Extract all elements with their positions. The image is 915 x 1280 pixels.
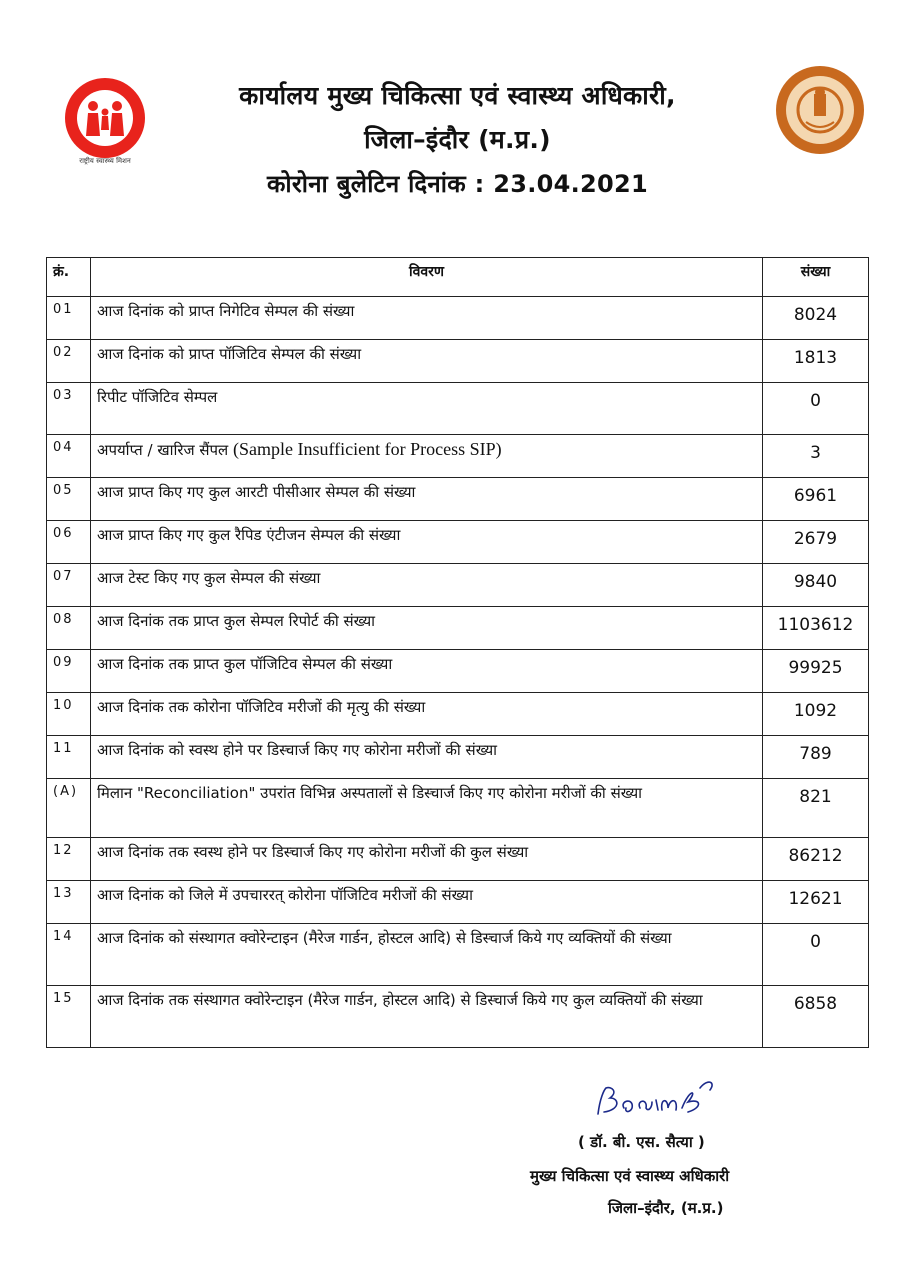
row-count: 2679 — [763, 521, 869, 564]
row-description: आज दिनांक तक प्राप्त कुल पॉजिटिव सेम्पल की संख्या — [91, 650, 763, 693]
row-sn: 07 — [47, 564, 91, 607]
officer-designation: मुख्य चिकित्सा एवं स्वास्थ्य अधिकारी — [530, 1167, 730, 1185]
letterhead — [0, 60, 915, 210]
table-row — [47, 924, 869, 986]
corona-bulletin-table — [46, 257, 869, 1048]
table-row — [47, 736, 869, 779]
row-count: 3 — [763, 435, 869, 478]
row-sn: 10 — [47, 693, 91, 736]
table-row — [47, 881, 869, 924]
row-sn: 06 — [47, 521, 91, 564]
row-count: 821 — [763, 779, 869, 838]
row-count: 1092 — [763, 693, 869, 736]
bulletin-date-title: कोरोना बुलेटिन दिनांक : 23.04.2021 — [266, 170, 649, 198]
table-row — [47, 340, 869, 383]
row-count: 9840 — [763, 564, 869, 607]
row-description: आज टेस्ट किए गए कुल सेम्पल की संख्या — [91, 564, 763, 607]
table-row — [47, 383, 869, 435]
row-description-english: (Sample Insufficient for Process SIP) — [233, 439, 502, 459]
table-row — [47, 693, 869, 736]
row-description: मिलान "Reconciliation" उपरांत विभिन्न अस्पतालों से डिस्चार्ज किए गए कोरोना मरीजों की संख्या — [91, 779, 763, 838]
row-count: 789 — [763, 736, 869, 779]
office-title — [165, 74, 750, 206]
row-count: 1813 — [763, 340, 869, 383]
row-sn: 03 — [47, 383, 91, 435]
table-header-row — [47, 258, 869, 297]
row-count: 6858 — [763, 986, 869, 1048]
row-description: आज दिनांक को प्राप्त पॉजिटिव सेम्पल की संख्या — [91, 340, 763, 383]
row-sn: 13 — [47, 881, 91, 924]
national-health-mission-logo — [55, 68, 160, 168]
row-sn: 14 — [47, 924, 91, 986]
row-sn: (A) — [47, 779, 91, 838]
row-sn: 08 — [47, 607, 91, 650]
table-row — [47, 478, 869, 521]
column-header-count: संख्या — [763, 258, 869, 297]
table-row — [47, 607, 869, 650]
row-description — [91, 435, 763, 478]
office-title-line-1: कार्यालय मुख्य चिकित्सा एवं स्वास्थ्य अधिकारी, — [239, 81, 676, 110]
row-count: 8024 — [763, 297, 869, 340]
table-row — [47, 986, 869, 1048]
row-description: आज दिनांक तक संस्थागत क्वोरेन्टाइन (मैरेज गार्डन, होस्टल आदि) से डिस्चार्ज किये गए कुल व्यक्तियों की संख्या — [91, 986, 763, 1048]
table-row — [47, 297, 869, 340]
row-description: आज दिनांक तक कोरोना पॉजिटिव मरीजों की मृत्यु की संख्या — [91, 693, 763, 736]
column-header-sn: क्रं. — [47, 258, 91, 297]
row-count: 6961 — [763, 478, 869, 521]
signature-block — [530, 1068, 815, 1228]
column-header-description: विवरण — [91, 258, 763, 297]
table-row — [47, 435, 869, 478]
row-description: आज दिनांक तक स्वस्थ होने पर डिस्चार्ज किए गए कोरोना मरीजों की कुल संख्या — [91, 838, 763, 881]
row-sn: 01 — [47, 297, 91, 340]
table-row — [47, 521, 869, 564]
table-row — [47, 779, 869, 838]
row-description: रिपीट पॉजिटिव सेम्पल — [91, 383, 763, 435]
row-description: आज दिनांक तक प्राप्त कुल सेम्पल रिपोर्ट की संख्या — [91, 607, 763, 650]
row-sn: 15 — [47, 986, 91, 1048]
row-count: 99925 — [763, 650, 869, 693]
row-sn: 02 — [47, 340, 91, 383]
row-count: 0 — [763, 924, 869, 986]
row-description: आज दिनांक को स्वस्थ होने पर डिस्चार्ज किए गए कोरोना मरीजों की संख्या — [91, 736, 763, 779]
row-count: 86212 — [763, 838, 869, 881]
table-row — [47, 650, 869, 693]
madhya-pradesh-emblem — [770, 62, 870, 162]
table-row — [47, 838, 869, 881]
row-description: आज प्राप्त किए गए कुल आरटी पीसीआर सेम्पल की संख्या — [91, 478, 763, 521]
row-sn: 05 — [47, 478, 91, 521]
row-sn: 09 — [47, 650, 91, 693]
officer-place: जिला–इंदौर, (म.प्र.) — [608, 1199, 724, 1217]
row-sn: 04 — [47, 435, 91, 478]
row-description-hindi: अपर्याप्त / खारिज सैंपल — [97, 441, 229, 459]
office-title-line-2: जिला–इंदौर (म.प्र.) — [364, 125, 551, 154]
row-description: आज दिनांक को संस्थागत क्वोरेन्टाइन (मैरेज गार्डन, होस्टल आदि) से डिस्चार्ज किये गए व्यक्तियों की संख्या — [91, 924, 763, 986]
row-sn: 11 — [47, 736, 91, 779]
handwritten-signature — [590, 1068, 750, 1128]
row-description: आज दिनांक को जिले में उपचाररत् कोरोना पॉजिटिव मरीजों की संख्या — [91, 881, 763, 924]
nhm-logo-hindi-text: राष्ट्रीय स्वास्थ्य मिशन — [79, 157, 131, 165]
table-row — [47, 564, 869, 607]
row-description: आज दिनांक को प्राप्त निगेटिव सेम्पल की संख्या — [91, 297, 763, 340]
row-description: आज प्राप्त किए गए कुल रैपिड एंटीजन सेम्पल की संख्या — [91, 521, 763, 564]
row-sn: 12 — [47, 838, 91, 881]
officer-name: ( डॉ. बी. एस. सैत्या ) — [578, 1133, 705, 1151]
row-count: 1103612 — [763, 607, 869, 650]
row-count: 12621 — [763, 881, 869, 924]
row-count: 0 — [763, 383, 869, 435]
